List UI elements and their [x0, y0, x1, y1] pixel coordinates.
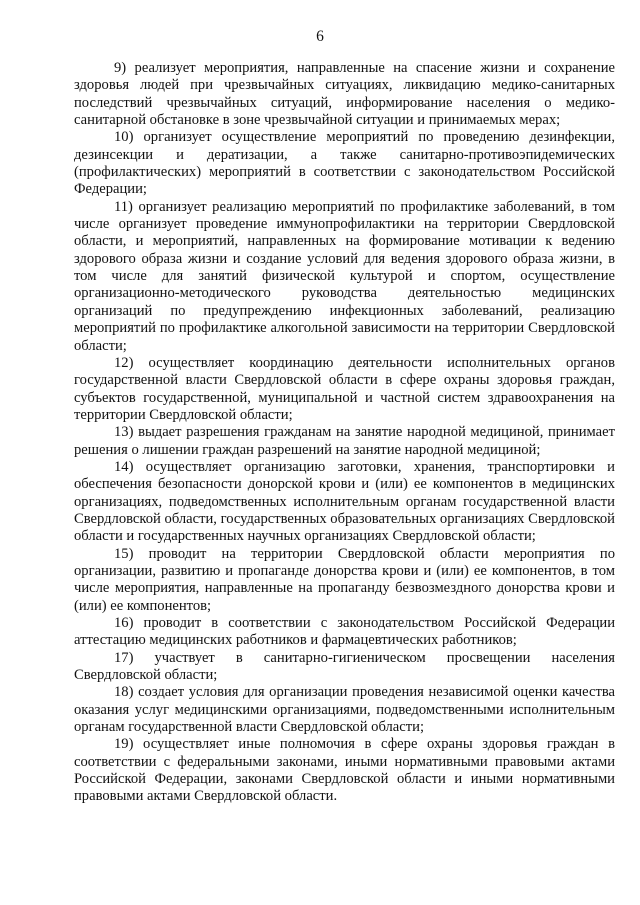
paragraph-item-16: 16) проводит в соответствии с законодательством Российской Федерации аттестацию медицинских работников и фармацевтических работников; — [74, 615, 615, 649]
paragraph-item-15: 15) проводит на территории Свердловской области мероприятия по организации, развитию и пропаганде донорства крови и (или) ее компонентов, в том числе мероприятия, направленные на пропаганду безвозмездного донорства крови и (или) ее компонентов; — [74, 545, 615, 614]
paragraph-item-13: 13) выдает разрешения гражданам на занятие народной медициной, принимает решения о лишении граждан разрешений на занятие народной медициной; — [74, 424, 615, 458]
document-body — [74, 60, 615, 806]
paragraph-item-10: 10) организует осуществление мероприятий по проведению дезинфекции, дезинсекции и дератизации, а также санитарно-противоэпидемических (профилактических) мероприятий в соответствии с законодательством Российской Федерации; — [74, 129, 615, 198]
page-number: 6 — [316, 28, 324, 45]
paragraph-item-18: 18) создает условия для организации проведения независимой оценки качества оказания услуг медицинскими организациями, подведомственными исполнительным органам государственной власти Свердловской области; — [74, 684, 615, 736]
paragraph-item-11: 11) организует реализацию мероприятий по профилактике заболеваний, в том числе организует проведение иммунопрофилактики на территории Свердловской области, и мероприятий, направленных на формирование мотивации к ведению здорового образа жизни и создание условий для ведения здорового образа жизни, в том числе для занятий физической культурой и спортом, осуществление организационно-методического руководства деятельностью медицинских организаций по предупреждению инфекционных заболеваний, реализацию мероприятий по профилактике алкогольной зависимости на территории Свердловской области; — [74, 198, 615, 354]
paragraph-item-12: 12) осуществляет координацию деятельности исполнительных органов государственной власти Свердловской области в сфере охраны здоровья граждан, субъектов государственной, муниципальной и частной систем здравоохранения на территории Свердловской области; — [74, 354, 615, 423]
paragraph-item-14: 14) осуществляет организацию заготовки, хранения, транспортировки и обеспечения безопасности донорской крови и (или) ее компонентов в медицинских организациях, подведомственных исполнительным органам государственной власти Свердловской области, государственных образовательных организациях Свердловской области и государственных научных организациях Свердловской области; — [74, 458, 615, 545]
paragraph-item-9: 9) реализует мероприятия, направленные на спасение жизни и сохранение здоровья людей при чрезвычайных ситуациях, ликвидацию медико-санитарных последствий чрезвычайных ситуаций, информирование населения о медико-санитарной обстановке в зоне чрезвычайной ситуации и принимаемых мерах; — [74, 60, 615, 129]
paragraph-item-17: 17) участвует в санитарно-гигиеническом просвещении населения Свердловской области; — [74, 649, 615, 684]
paragraph-item-19: 19) осуществляет иные полномочия в сфере охраны здоровья граждан в соответствии с федеральными законами, иными нормативными правовыми актами Российской Федерации, законами Свердловской области и иными нормативными правовыми актами Свердловской области. — [74, 736, 615, 805]
